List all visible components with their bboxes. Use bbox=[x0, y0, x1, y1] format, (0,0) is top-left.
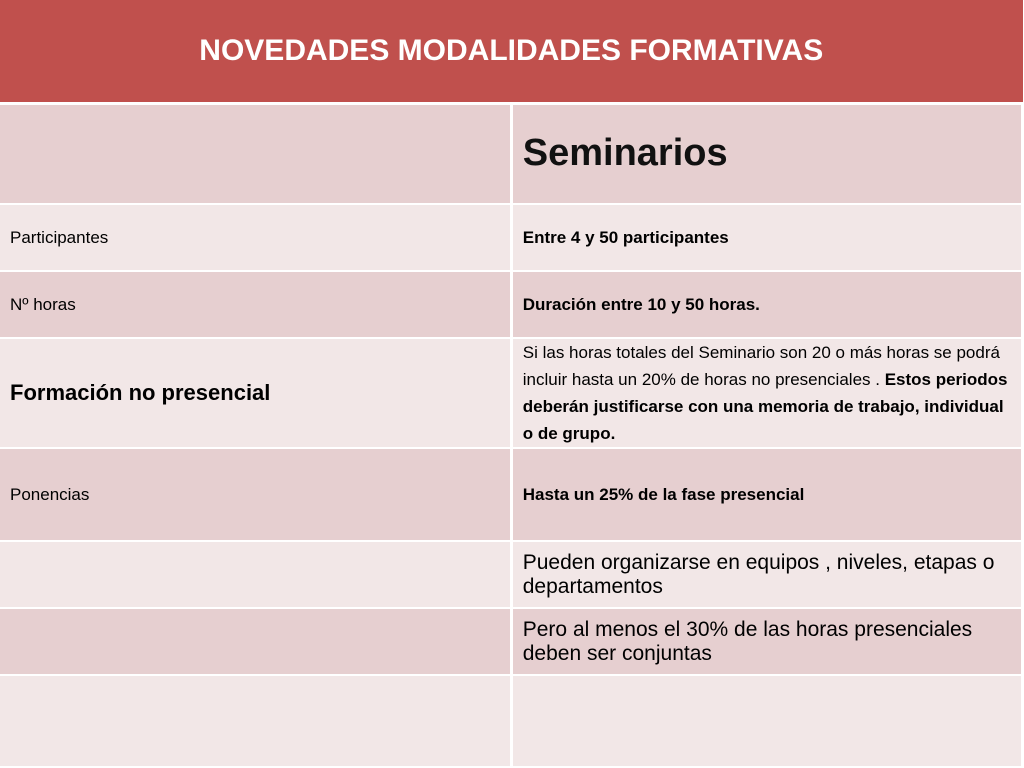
seminarios-heading bbox=[511, 103, 1022, 204]
row-value: Hasta un 25% de la fase presencial bbox=[511, 448, 1022, 541]
table-row-conjuntas bbox=[0, 608, 1023, 675]
row-value bbox=[511, 338, 1022, 448]
row-label bbox=[0, 541, 511, 608]
row-label: Participantes bbox=[0, 204, 511, 271]
slide-title: NOVEDADES MODALIDADES FORMATIVAS bbox=[0, 0, 1023, 103]
row-value-bold: Estos periodos deberán justificarse con una memoria de trabajo, individual o de grupo. bbox=[522, 370, 1008, 443]
row-label: Ponencias bbox=[0, 448, 511, 541]
row-value: Pueden organizarse en equipos , niveles, etapas o departamentos bbox=[511, 541, 1022, 608]
row-value: Pero al menos el 30% de las horas presenciales deben ser conjuntas bbox=[511, 608, 1022, 675]
table-row-participantes bbox=[0, 204, 1023, 271]
title-row bbox=[0, 103, 1023, 204]
seminarios-title: Seminarios bbox=[522, 132, 728, 175]
table-row-formacion bbox=[0, 338, 1023, 448]
row-label bbox=[0, 675, 511, 767]
table-row-horas bbox=[0, 271, 1023, 338]
row-label: Nº horas bbox=[0, 271, 511, 338]
table-row-empty bbox=[0, 675, 1023, 767]
row-value: Duración entre 10 y 50 horas. bbox=[511, 271, 1022, 338]
title-row-label bbox=[0, 103, 511, 204]
row-value-normal: Si las horas totales del Seminario son 20 o más horas se podrá incluir hasta un 20% de horas no presenciales . bbox=[522, 343, 1000, 389]
row-label bbox=[0, 608, 511, 675]
row-value: Entre 4 y 50 participantes bbox=[511, 204, 1022, 271]
row-label: Formación no presencial bbox=[0, 338, 511, 448]
table-row-ponencias bbox=[0, 448, 1023, 541]
row-value bbox=[511, 675, 1022, 767]
header-row bbox=[0, 0, 1023, 103]
table-row-equipos bbox=[0, 541, 1023, 608]
